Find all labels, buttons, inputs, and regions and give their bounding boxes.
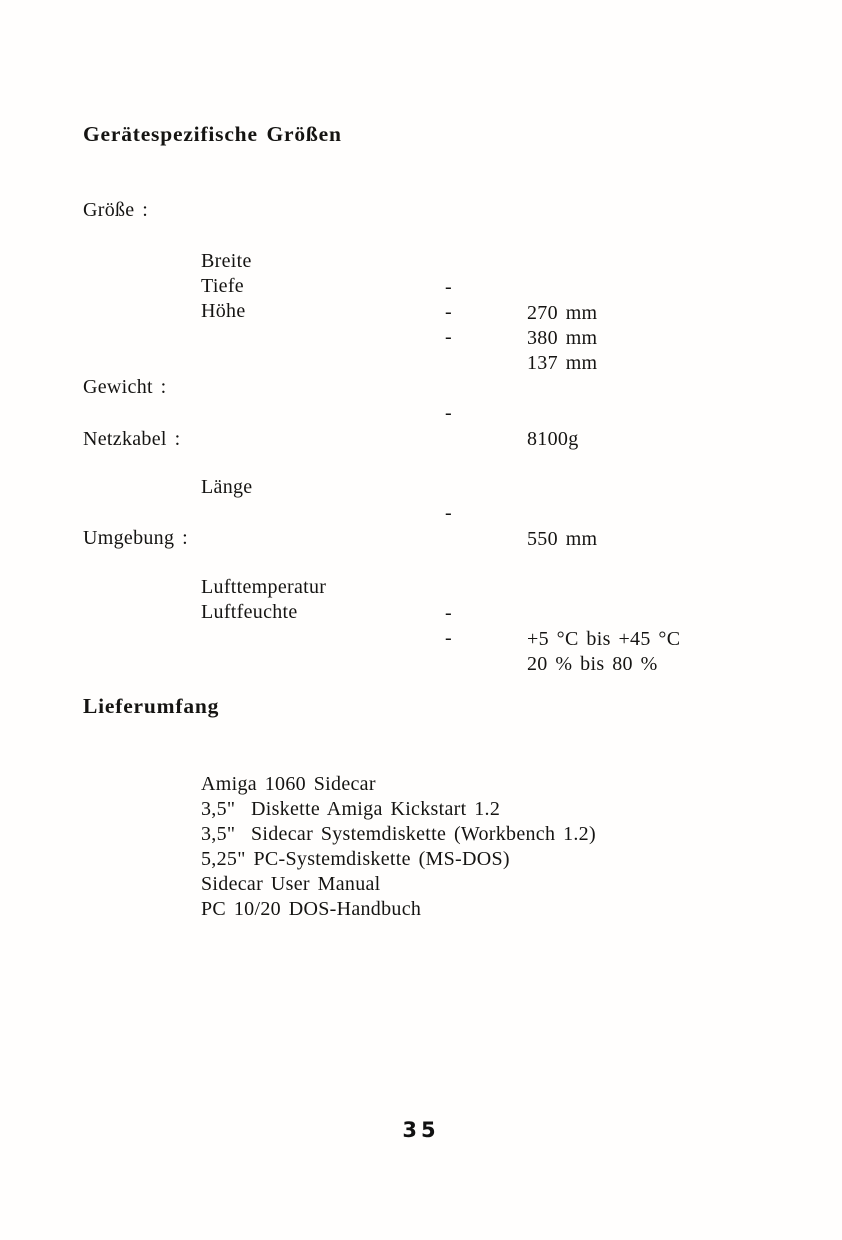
delivery-item [0,845,842,895]
section-title-text: Lieferumfang [83,694,220,718]
spec-label: Gewicht : [83,376,167,398]
delivery-item [0,770,842,820]
section-title-device-sizes [0,95,842,146]
spec-label: Tiefe [201,275,244,297]
delivery-item-text: 5,25" PC-Systemdiskette (MS-DOS) [201,848,510,870]
delivery-item-text: Amiga 1060 Sidecar [201,773,376,795]
spec-dash: - [445,276,452,298]
spec-value: +5 °C bis +45 °C [527,628,681,650]
delivery-item-text: 3,5" Diskette Amiga Kickstart 1.2 [201,798,501,820]
spec-value: 8100g [527,428,579,450]
spec-dash: - [445,326,452,348]
spec-label: Länge [201,476,253,498]
spec-label: Breite [201,250,252,272]
spec-label: Luftfeuchte [201,601,298,623]
spec-dash: - [445,402,452,424]
spec-dash: - [445,602,452,624]
section-title-text: Gerätespezifische Größen [83,122,342,146]
delivery-item-text: PC 10/20 DOS-Handbuch [201,898,422,920]
cable-label-text: Netzkabel : [83,428,181,450]
delivery-item [0,870,842,920]
spec-dash: - [445,627,452,649]
delivery-item-text: 3,5" Sidecar Systemdiskette (Workbench 1.2) [201,823,596,845]
spec-value: 270 mm [527,302,598,324]
spec-dash: - [445,502,452,524]
size-label-text: Größe : [83,199,149,221]
spec-value: 550 mm [527,528,598,550]
spec-value: 137 mm [527,352,598,374]
delivery-item [0,795,842,845]
size-group-label [0,171,842,221]
spec-dash: - [445,301,452,323]
spec-value: 380 mm [527,327,598,349]
section-title-scope-of-delivery [0,667,842,718]
delivery-item [0,745,842,795]
spec-label: Höhe [201,300,246,322]
spec-value: 20 % bis 80 % [527,653,658,675]
environment-label-text: Umgebung : [83,527,188,549]
delivery-item [0,820,842,870]
delivery-item-text: Sidecar User Manual [201,873,381,895]
spec-label: Lufttemperatur [201,576,327,598]
page-number: 35 [402,1118,440,1142]
